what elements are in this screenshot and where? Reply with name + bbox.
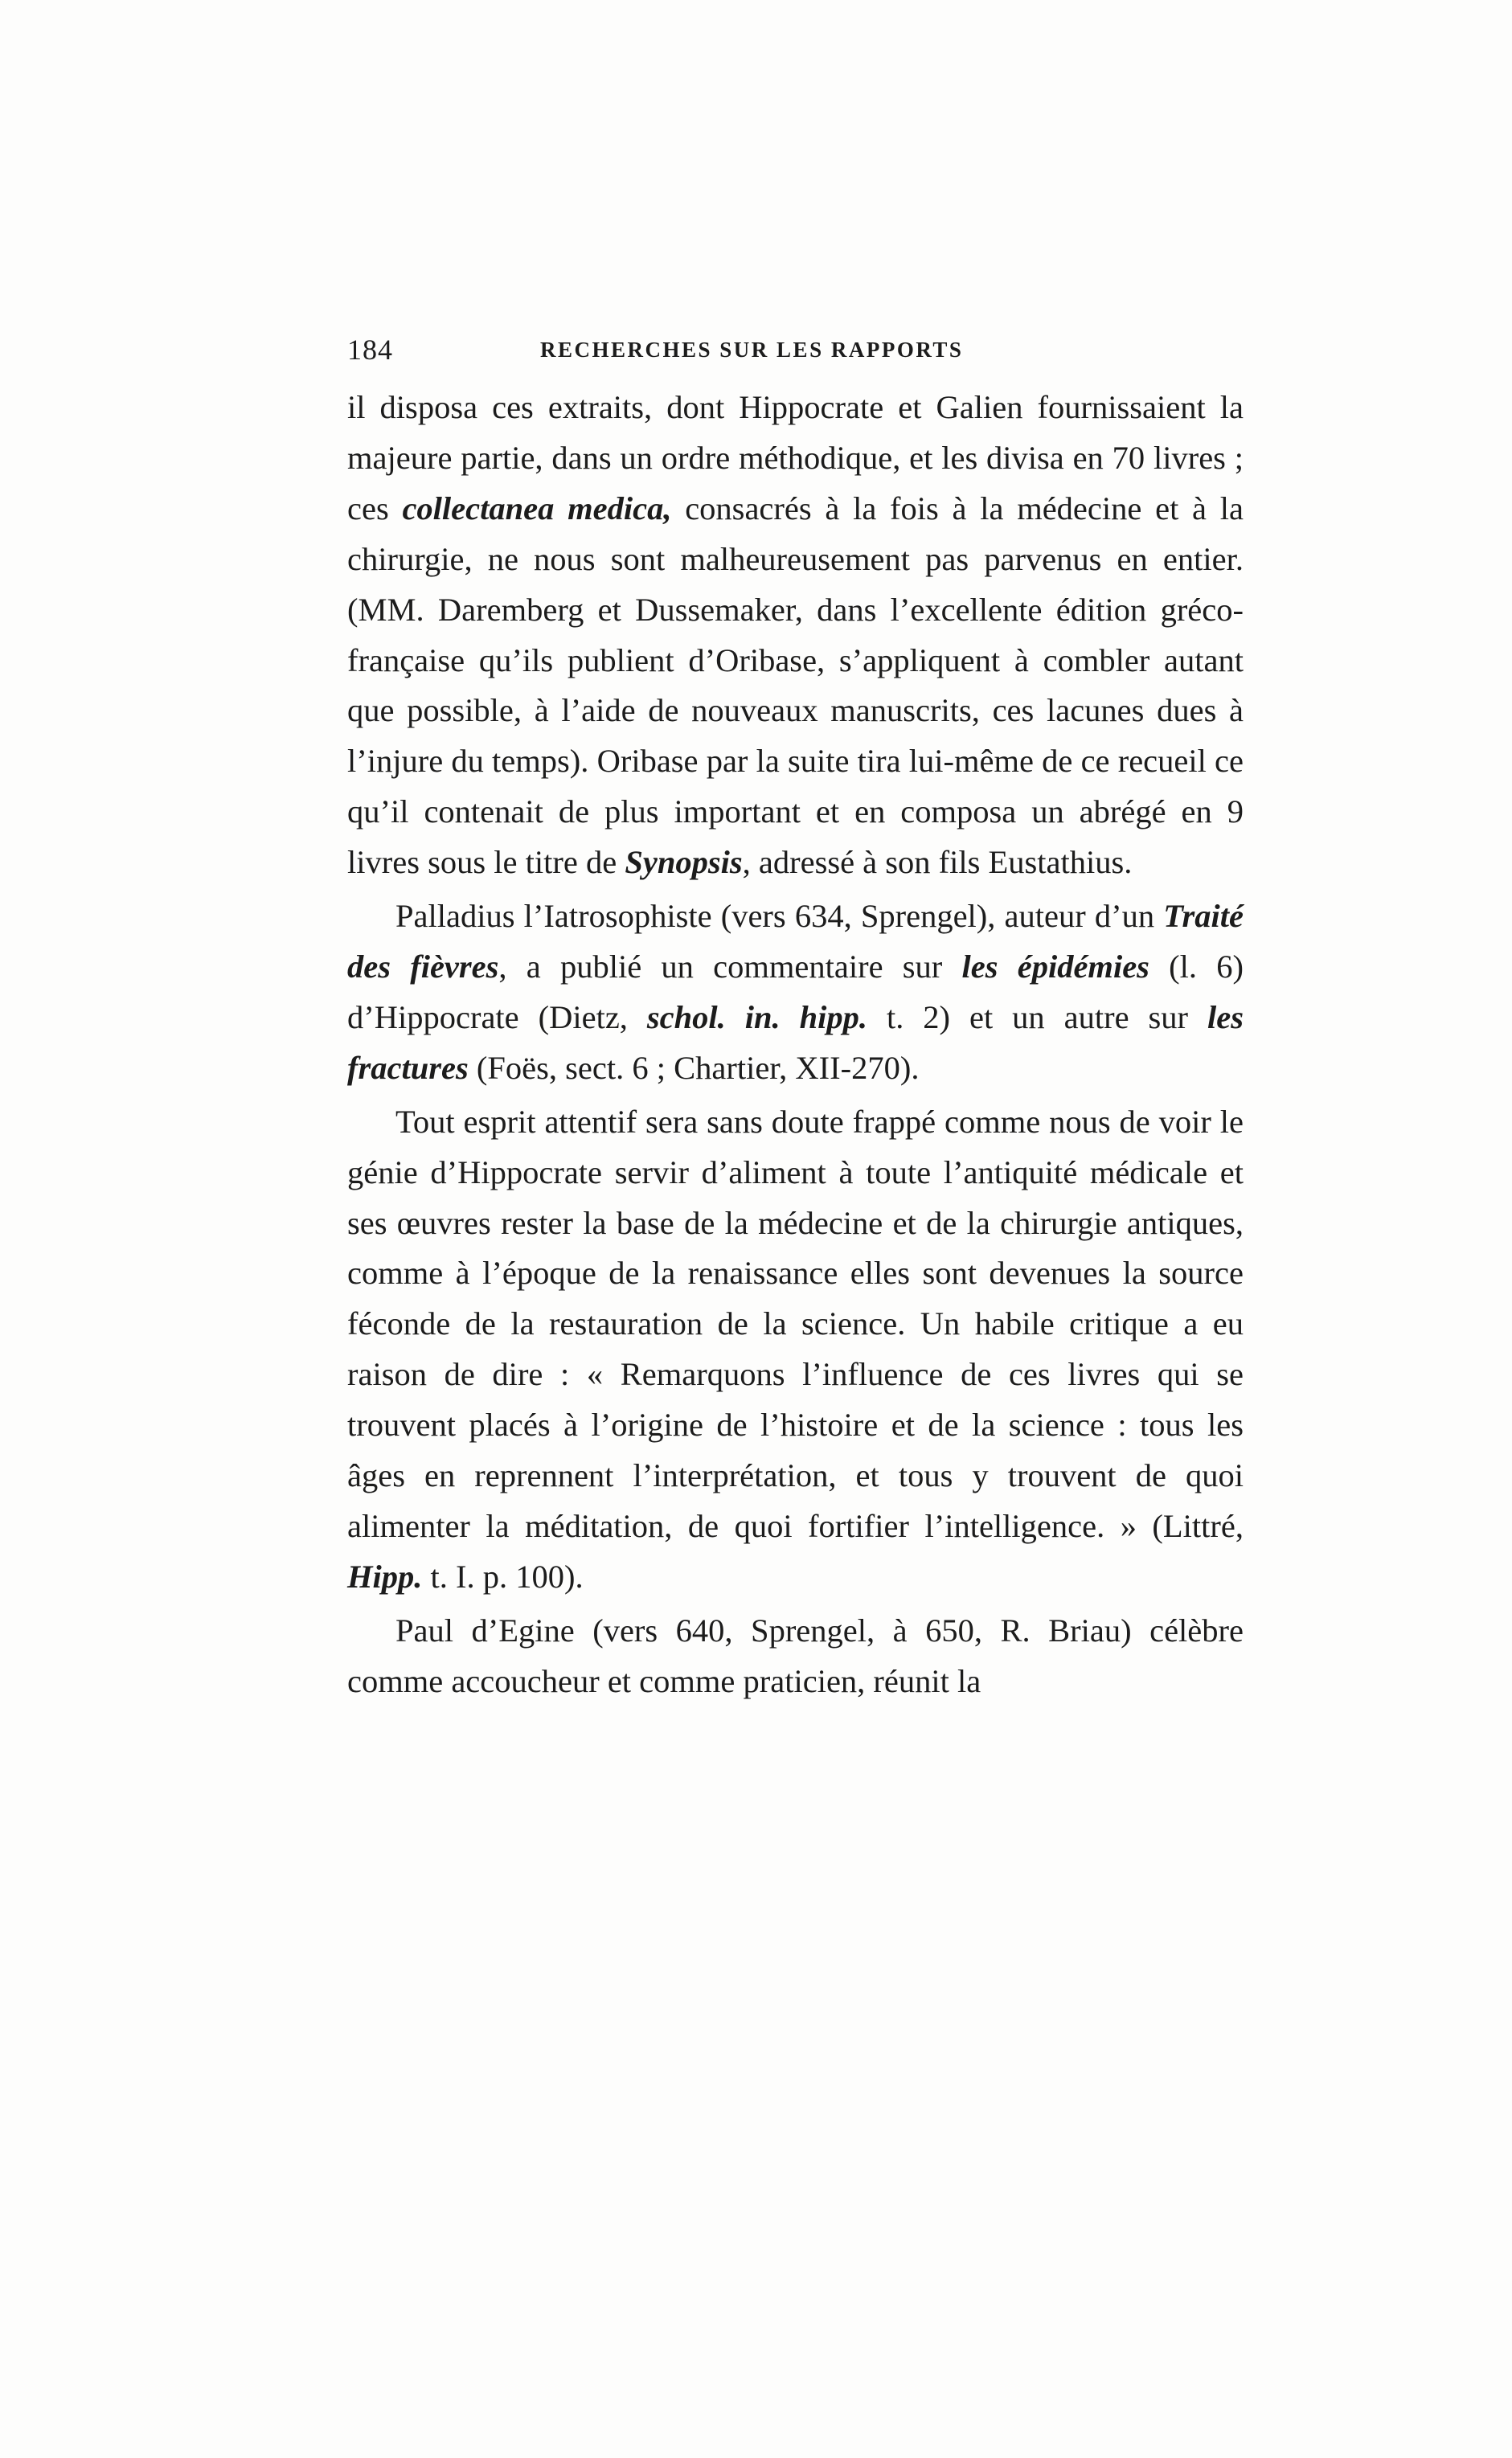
text-span: t. 2) et un autre sur [867, 998, 1207, 1035]
body-text [347, 383, 1244, 1707]
text-span: (l. 6) d’Hippocrate (Dietz, [347, 948, 1244, 1035]
italic-reference-schol: schol. in. hipp. [646, 998, 867, 1035]
text-span: Paul d’Egine (vers 640, Sprengel, à 650, R. Briau) célèbre comme accoucheur et comme praticien, réunit la [347, 1612, 1244, 1699]
italic-title-traite: Traité des fièvres [347, 898, 1244, 985]
paragraph-paul-egine [347, 1606, 1244, 1707]
page-number: 184 [347, 334, 393, 366]
text-span: (Foës, sect. 6 ; Chartier, XII-270). [468, 1049, 920, 1086]
page-header [347, 333, 1244, 381]
text-span: consacrés à la fois à la médecine et à la chirurgie, ne nous sont malheureusement pas parvenus en entier. (MM. Daremberg et Dussemaker, dans l’excellente édition gréco-française qu’ils publient d’Oribase, s’appliquent à combler autant que possible, à l’aide de nouveaux manuscrits, ces lacunes dues à l’injure du temps). Oribase par la suite tira lui-même de ce recueil ce qu’il contenait de plus important et en composa un abrégé en 9 livres sous le titre de [347, 490, 1244, 881]
text-span: Palladius l’Iatrosophiste (vers 634, Sprengel), auteur d’un [395, 898, 1164, 935]
running-title: RECHERCHES SUR LES RAPPORTS [540, 338, 964, 362]
paragraph-palladius [347, 891, 1244, 1094]
text-span: , a publié un commentaire sur [498, 948, 962, 985]
italic-title-synopsis: Synopsis [625, 844, 743, 881]
text-span: , adressé à son fils Eustathius. [742, 844, 1133, 881]
italic-reference-hipp: Hipp. [347, 1558, 423, 1595]
italic-title-collectanea: collectanea medica, [402, 490, 672, 526]
paragraph-oribase [347, 383, 1244, 888]
italic-title-epidemies: les épidémies [961, 948, 1149, 985]
text-span: Tout esprit attentif sera sans doute frappé comme nous de voir le génie d’Hippocrate servir d’aliment à toute l’antiquité médicale et ses œuvres rester la base de la médecine et de la chirurgie antiques, comme à l’époque de la renaissance elles sont devenues la source féconde de la restauration de la science. Un habile critique a eu raison de dire : « Remarquons l’influence de ces livres qui se trouvent placés à l’origine de l’histoire et de la science : tous les âges en reprennent l’interprétation, et tous y trouvent de quoi alimenter la méditation, de quoi fortifier l’intelligence. » (Littré, [347, 1103, 1244, 1544]
paragraph-hippocrate [347, 1097, 1244, 1603]
italic-title-fractures: les fractures [347, 998, 1244, 1086]
text-span: t. I. p. 100). [422, 1558, 584, 1595]
text-span: il disposa ces extraits, dont Hippocrate et Galien fournissaient la majeure partie, dans un ordre méthodique, et les divisa en 70 livres ; ces [347, 389, 1244, 526]
